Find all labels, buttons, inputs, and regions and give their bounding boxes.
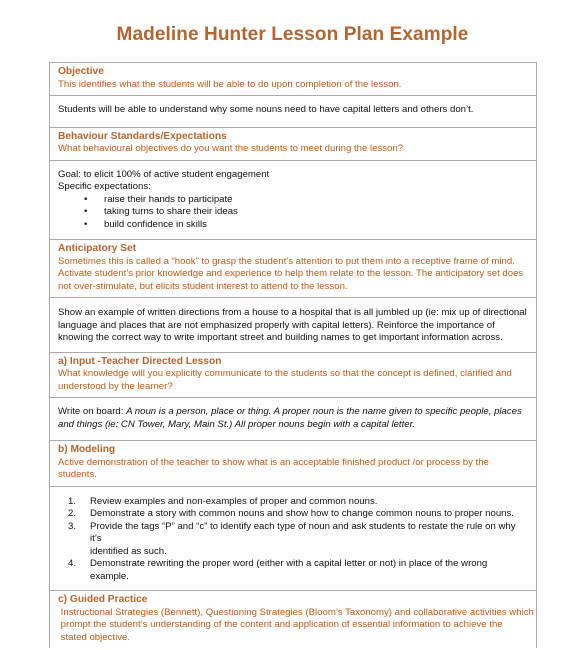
anticipatory-body-row [50,298,536,353]
input-description-line: What knowledge will you explicitly communicate to the students so that the concept is defined, clarified and [58,368,512,379]
objective-header-row [50,63,536,96]
list-item [68,508,528,521]
guided-description-line: stated objective. [58,631,130,643]
step-text: identified as such. [90,545,167,557]
objective-description: This identifies what the students will be able to do upon completion of the lesson. [58,78,402,90]
objective-heading: Objective [58,66,104,77]
input-body-prefix: Write on board: [58,406,127,417]
behaviour-goal: Goal: to elicit 100% of active student engagement [58,168,270,180]
page-title: Madeline Hunter Lesson Plan Example [116,24,469,45]
list-item: • taking turns to share their ideas [96,206,528,219]
input-body-definition: A noun is a person, place or thing. A proper noun is the name given to specific people, places [126,406,522,417]
guided-description-line: Instructional Strategies (Bennett), Questioning Strategies (Bloom’s Taxonomy) and collaborative activities which [58,606,534,618]
step-number: 1. [68,495,77,507]
anticipatory-description-line: not over-stimulate, but elicits student interest to attend to the lesson. [58,280,348,292]
step-text: Provide the tags “P” and “c” to identify each type of noun and ask students to restate the rule on why it’s [90,520,516,544]
input-body-row [50,398,536,441]
guided-header-row [50,591,536,648]
behaviour-expectations-list [58,194,528,232]
step-number: 4. [68,558,77,569]
modeling-description: Active demonstration of the teacher to show what is an acceptable finished product /or process by the students. [58,456,489,480]
lesson-plan-table [49,62,537,648]
guided-description-line: prompt the student’s understanding of the content and application of essential information to achieve the [58,619,503,630]
input-header-row [50,353,536,399]
list-item [68,520,528,559]
input-description-line: understood by the learner? [58,380,173,392]
behaviour-body-row [50,161,536,241]
anticipatory-header-row [50,240,536,298]
input-body-line [58,406,528,419]
anticipatory-heading: Anticipatory Set [58,243,137,254]
guided-heading: c) Guided Practice [58,594,148,605]
modeling-header-row [50,441,536,487]
step-text: Review examples and non-examples of proper and common nouns. [90,495,378,507]
modeling-heading: b) Modeling [58,444,116,455]
anticipatory-description-line: Activate student’s prior knowledge and experience to help them relate to the lesson. The anticipatory set does [58,268,524,279]
anticipatory-body-line: language and places that are not emphasized properly with capital letters). Reinforce the importance of [58,319,495,331]
behaviour-heading: Behaviour Standards/Expectations [58,130,227,142]
list-item: • raise their hands to participate [96,194,528,207]
step-number: 2. [68,508,77,519]
input-body-line: and things (ie: CN Tower, Mary, Main St.) All proper nouns begin with a capital letter. [58,418,416,430]
anticipatory-body-line: Show an example of written directions from a house to a hospital that is all jumbled up (ie: mix up of directional [58,307,527,318]
behaviour-specific-label: Specific expectations: [58,181,151,192]
anticipatory-description-line: Sometimes this is called a “hook” to grasp the student’s attention to put them into a receptive frame of mind. [58,255,515,267]
input-heading: a) Input -Teacher Directed Lesson [58,355,222,367]
step-number: 3. [68,520,77,532]
objective-body: Students will be able to understand why some nouns need to have capital letters and others don’t. [58,104,474,115]
objective-body-row [50,96,536,128]
step-text: Demonstrate rewriting the proper word (either with a capital letter or not) in place of the wrong example. [90,558,488,582]
list-item: • build confidence in skills [96,219,528,232]
list-item [68,558,528,583]
step-text: Demonstrate a story with common nouns and show how to change common nouns to proper nouns. [90,508,514,519]
modeling-steps-list [58,496,528,584]
modeling-body-row [50,487,536,592]
behaviour-header-row [50,128,536,161]
behaviour-description: What behavioural objectives do you want the students to meet during the lesson? [58,143,404,154]
anticipatory-body-line: knowing the correct way to write important street and building names to get important information across. [58,332,503,343]
list-item [68,495,528,509]
